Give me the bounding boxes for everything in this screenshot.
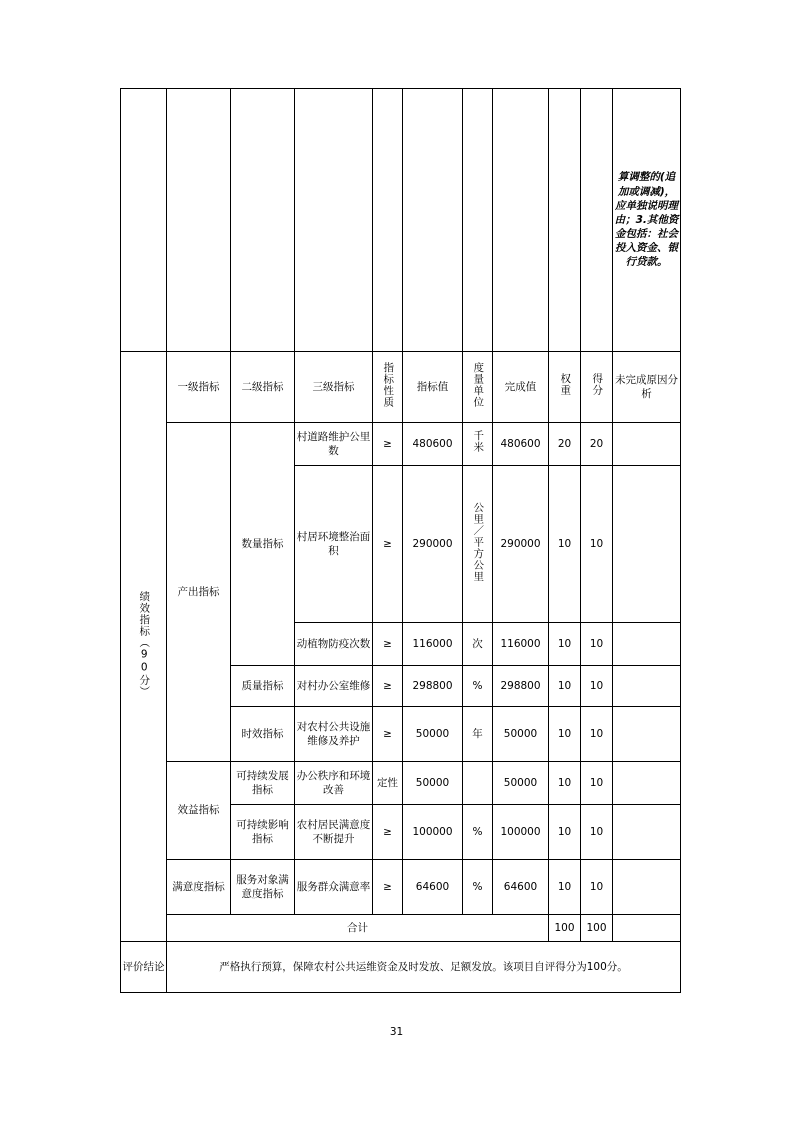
cell-unit: 次	[463, 623, 493, 666]
continuation-empty-2	[167, 89, 231, 352]
conclusion-label: 评价结论	[121, 942, 167, 993]
table-row	[121, 860, 681, 915]
cell-level3: 对农村公共设施维修及养护	[295, 707, 373, 762]
page-number: 31	[389, 1026, 404, 1038]
cell-level2: 可持续影响指标	[231, 805, 295, 860]
cell-nature: ≥	[373, 707, 403, 762]
cell-target-value: 298800	[403, 666, 463, 707]
cell-nature: ≥	[373, 466, 403, 623]
cell-unit: 公里／平方公里	[463, 466, 493, 623]
cell-actual-value: 298800	[493, 666, 549, 707]
header-level2: 二级指标	[231, 352, 295, 423]
continuation-empty-3	[231, 89, 295, 352]
cell-weight: 10	[549, 707, 581, 762]
cell-score: 20	[581, 423, 613, 466]
cell-target-value: 64600	[403, 860, 463, 915]
table-row	[121, 762, 681, 805]
header-level3: 三级指标	[295, 352, 373, 423]
cell-weight: 10	[549, 860, 581, 915]
cell-weight: 10	[549, 762, 581, 805]
continuation-empty-1	[121, 89, 167, 352]
cell-level2: 服务对象满意度指标	[231, 860, 295, 915]
cell-score: 10	[581, 466, 613, 623]
cell-reason	[613, 805, 681, 860]
cell-level1: 效益指标	[167, 762, 231, 860]
cell-level3: 对村办公室维修	[295, 666, 373, 707]
cell-nature: ≥	[373, 860, 403, 915]
cell-score: 10	[581, 805, 613, 860]
header-level1: 一级指标	[167, 352, 231, 423]
header-nature: 指标性质	[373, 352, 403, 423]
cell-level2: 数量指标	[231, 423, 295, 666]
cell-actual-value: 116000	[493, 623, 549, 666]
total-label: 合计	[167, 915, 549, 942]
table-row	[121, 423, 681, 466]
cell-reason	[613, 423, 681, 466]
cell-nature: ≥	[373, 423, 403, 466]
cell-level3: 农村居民满意度不断提升	[295, 805, 373, 860]
cell-target-value: 50000	[403, 762, 463, 805]
cell-level3: 办公秩序和环境改善	[295, 762, 373, 805]
cell-reason	[613, 466, 681, 623]
cell-unit: 年	[463, 707, 493, 762]
cell-weight: 10	[549, 666, 581, 707]
cell-weight: 10	[549, 466, 581, 623]
cell-level2: 质量指标	[231, 666, 295, 707]
cell-score: 10	[581, 623, 613, 666]
continuation-empty-10	[581, 89, 613, 352]
cell-level3: 服务群众满意率	[295, 860, 373, 915]
cell-actual-value: 290000	[493, 466, 549, 623]
total-reason	[613, 915, 681, 942]
cell-nature: 定性	[373, 762, 403, 805]
cell-target-value: 100000	[403, 805, 463, 860]
cell-weight: 20	[549, 423, 581, 466]
cell-unit: 千米	[463, 423, 493, 466]
total-weight: 100	[549, 915, 581, 942]
continuation-empty-6	[403, 89, 463, 352]
cell-reason	[613, 860, 681, 915]
cell-target-value: 480600	[403, 423, 463, 466]
cell-nature: ≥	[373, 666, 403, 707]
table-conclusion-row	[121, 942, 681, 993]
cell-level1: 产出指标	[167, 423, 231, 762]
cell-reason	[613, 623, 681, 666]
performance-indicator-table	[120, 88, 681, 993]
cell-weight: 10	[549, 805, 581, 860]
cell-target-value: 50000	[403, 707, 463, 762]
cell-score: 10	[581, 707, 613, 762]
cell-level3: 村道路维护公里数	[295, 423, 373, 466]
continuation-empty-5	[373, 89, 403, 352]
continuation-empty-9	[549, 89, 581, 352]
header-actual-value: 完成值	[493, 352, 549, 423]
conclusion-text: 严格执行预算，保障农村公共运维资金及时发放、足额发放。该项目自评得分为100分。	[167, 942, 681, 993]
cell-target-value: 290000	[403, 466, 463, 623]
header-unit: 度量单位	[463, 352, 493, 423]
table-row-continuation	[121, 89, 681, 352]
cell-level2: 时效指标	[231, 707, 295, 762]
cell-actual-value: 480600	[493, 423, 549, 466]
cell-weight: 10	[549, 623, 581, 666]
continuation-note: 算调整的(追加或调减)，应单独说明理由；3.其他资金包括：社会投入资金、银行贷款。	[613, 89, 681, 352]
header-weight: 权重	[549, 352, 581, 423]
cell-unit: %	[463, 666, 493, 707]
cell-reason	[613, 762, 681, 805]
cell-actual-value: 64600	[493, 860, 549, 915]
cell-actual-value: 50000	[493, 707, 549, 762]
cell-score: 10	[581, 762, 613, 805]
header-target-value: 指标值	[403, 352, 463, 423]
cell-target-value: 116000	[403, 623, 463, 666]
row-group-label: 绩效指标（90分）	[121, 352, 167, 942]
cell-reason	[613, 666, 681, 707]
cell-unit	[463, 762, 493, 805]
continuation-empty-8	[493, 89, 549, 352]
cell-score: 10	[581, 666, 613, 707]
cell-nature: ≥	[373, 805, 403, 860]
continuation-empty-4	[295, 89, 373, 352]
cell-actual-value: 100000	[493, 805, 549, 860]
cell-level1: 满意度指标	[167, 860, 231, 915]
cell-actual-value: 50000	[493, 762, 549, 805]
cell-level3: 动植物防疫次数	[295, 623, 373, 666]
header-reason: 未完成原因分析	[613, 352, 681, 423]
table-header-row	[121, 352, 681, 423]
table-total-row	[121, 915, 681, 942]
cell-unit: %	[463, 805, 493, 860]
cell-reason	[613, 707, 681, 762]
cell-nature: ≥	[373, 623, 403, 666]
cell-score: 10	[581, 860, 613, 915]
total-score: 100	[581, 915, 613, 942]
cell-unit: %	[463, 860, 493, 915]
header-score: 得分	[581, 352, 613, 423]
continuation-empty-7	[463, 89, 493, 352]
cell-level3: 村居环境整治面积	[295, 466, 373, 623]
cell-level2: 可持续发展指标	[231, 762, 295, 805]
